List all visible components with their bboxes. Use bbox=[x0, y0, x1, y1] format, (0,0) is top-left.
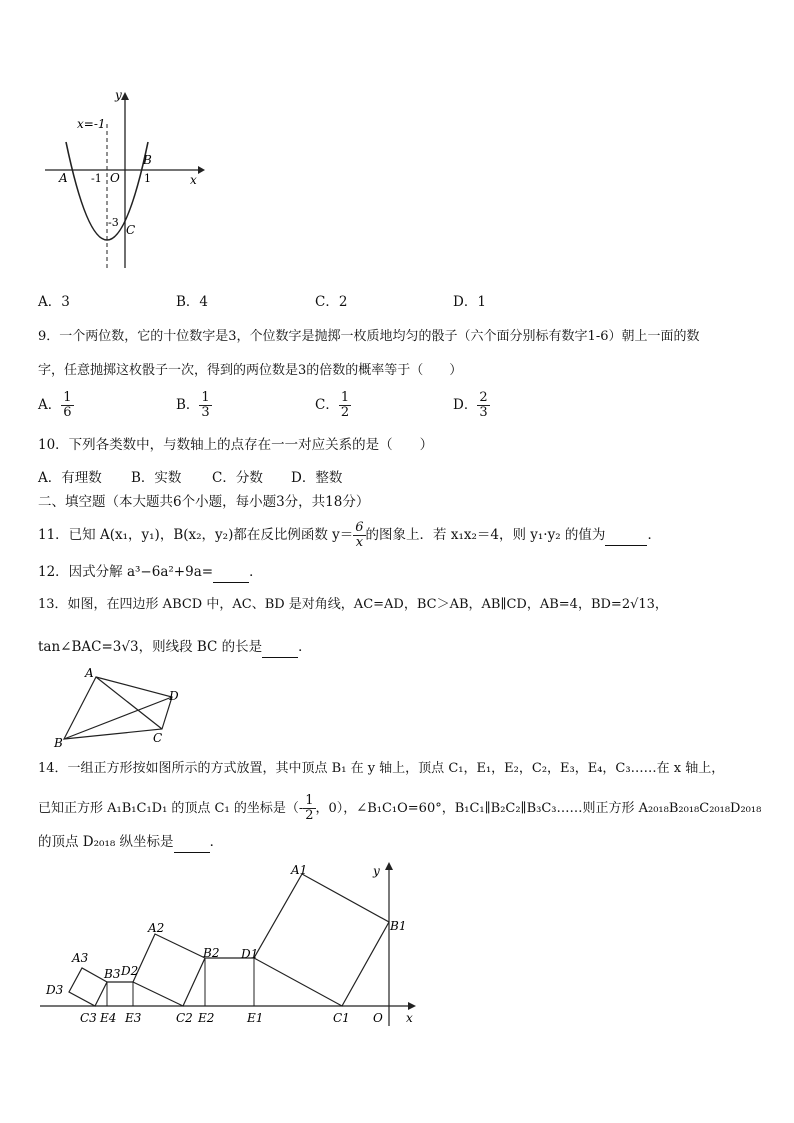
quad-label-d: D bbox=[169, 689, 179, 703]
point-a-label: A bbox=[59, 171, 68, 185]
label-a2: A2 bbox=[148, 921, 165, 935]
label-e4: E4 bbox=[100, 1011, 117, 1025]
label-b1: B1 bbox=[390, 919, 407, 933]
q10-option-b: B．实数 bbox=[131, 470, 182, 486]
q13-end: ． bbox=[298, 639, 312, 655]
y-axis-arrow bbox=[121, 92, 129, 100]
squares-figure bbox=[40, 858, 420, 1034]
parabola-graph bbox=[40, 88, 210, 273]
q14-line2b: ，0），∠B₁C₁O=60°，B₁C₁∥B₂C₂∥B₃C₃……则正方形 A₂₀₁₈B₂₀₁₈C₂₀₁₈D₂₀₁₈ bbox=[315, 801, 762, 816]
y-axis-arrow bbox=[385, 862, 393, 870]
label-e3: E3 bbox=[125, 1011, 142, 1025]
label-c1: C1 bbox=[333, 1011, 350, 1025]
label-c3: C3 bbox=[80, 1011, 97, 1025]
q8-option-d: D．1 bbox=[453, 294, 486, 310]
q9-option-b-den: 3 bbox=[201, 405, 210, 420]
label-y: y bbox=[373, 864, 380, 878]
label-d3: D3 bbox=[46, 983, 64, 997]
label-origin: O bbox=[373, 1011, 383, 1025]
q8-option-a: A．3 bbox=[38, 294, 70, 310]
x-axis-arrow bbox=[198, 166, 205, 174]
q9-option-b bbox=[176, 391, 212, 420]
quadrilateral-figure bbox=[52, 665, 184, 751]
q11-frac-num: 6 bbox=[355, 520, 364, 535]
quad-label-b: B bbox=[54, 736, 63, 750]
label-a3: A3 bbox=[72, 951, 89, 965]
q9-line1: 9．一个两位数，它的十位数字是3，个位数字是抛掷一枚质地均匀的骰子（六个面分别标有数字1-6）朝上一面的数 bbox=[38, 329, 700, 344]
origin-label: O bbox=[110, 171, 120, 185]
q9-option-c-fraction bbox=[339, 391, 351, 420]
q9-option-c-letter: C． bbox=[315, 397, 339, 413]
quad-outline bbox=[64, 677, 172, 739]
q9-option-a-num: 1 bbox=[63, 390, 72, 405]
y-label: y bbox=[115, 88, 122, 102]
q9-option-a bbox=[38, 391, 74, 420]
q9-option-c-num: 1 bbox=[340, 390, 350, 405]
square-3 bbox=[69, 968, 107, 1006]
q9-option-d-den: 3 bbox=[479, 405, 488, 420]
section-heading: 二、填空题（本大题共6个小题，每小题3分，共18分） bbox=[38, 494, 370, 510]
q8-option-c: C．2 bbox=[315, 294, 348, 310]
label-a1: A1 bbox=[291, 863, 308, 877]
label-c2: C2 bbox=[176, 1011, 193, 1025]
q9-option-b-num: 1 bbox=[201, 390, 210, 405]
q12-stem: 12．因式分解 a³−6a²+9a= bbox=[38, 564, 214, 580]
q10-option-a: A．有理数 bbox=[38, 470, 102, 486]
q11-frac-den: x bbox=[355, 535, 364, 550]
q9-option-c bbox=[315, 391, 351, 420]
q12-end: ． bbox=[249, 564, 263, 580]
q13-answer-blank[interactable] bbox=[262, 637, 298, 658]
q9-option-d bbox=[453, 391, 490, 420]
q9-option-d-fraction bbox=[477, 391, 489, 420]
q14-line2a: 已知正方形 A₁B₁C₁D₁ 的顶点 C₁ 的坐标是（- bbox=[38, 801, 304, 816]
q12-answer-blank[interactable] bbox=[213, 562, 249, 583]
q10-stem: 10．下列各类数中，与数轴上的点存在一一对应关系的是（ ） bbox=[38, 437, 434, 453]
q9-line2: 字，任意抛掷这枚骰子一次，得到的两位数是3的倍数的概率等于（ ） bbox=[38, 363, 463, 378]
axis-eq-label: x=-1 bbox=[77, 117, 106, 131]
q13-line1: 13．如图，在四边形 ABCD 中，AC、BD 是对角线，AC=AD，BC＞AB，AB∥CD，AB=4，BD=2√13， bbox=[38, 597, 668, 612]
q12-text bbox=[38, 562, 263, 583]
q14-end: ． bbox=[209, 834, 224, 850]
q14-line2 bbox=[38, 794, 761, 823]
q14-frac-num: 1 bbox=[305, 793, 314, 808]
q11-part1: 11．已知 A(x₁，y₁)，B(x₂，y₂)都在反比例函数 y＝ bbox=[38, 527, 354, 543]
quad-label-c: C bbox=[153, 731, 163, 745]
label-e1: E1 bbox=[247, 1011, 264, 1025]
label-e2: E2 bbox=[198, 1011, 215, 1025]
neg1-label: -1 bbox=[91, 172, 102, 185]
neg3-label: -3 bbox=[108, 216, 119, 229]
q10-option-d: D．整数 bbox=[291, 470, 343, 486]
q9-option-a-den: 6 bbox=[63, 405, 72, 420]
one-label: 1 bbox=[144, 172, 151, 185]
square-2 bbox=[133, 934, 205, 1006]
point-c-label: C bbox=[126, 223, 136, 237]
q11-part2: 的图象上．若 x₁x₂＝4，则 y₁·y₂ 的值为 bbox=[365, 527, 606, 543]
q9-option-c-den: 2 bbox=[340, 405, 350, 420]
q14-line3-text: 的顶点 D₂₀₁₈ 纵坐标是 bbox=[38, 834, 174, 850]
point-b-label: B bbox=[143, 153, 152, 167]
q9-option-b-letter: B． bbox=[176, 397, 200, 413]
q9-option-d-letter: D． bbox=[453, 397, 478, 413]
q11-fraction bbox=[353, 521, 365, 550]
q14-fraction bbox=[303, 794, 315, 823]
x-axis-arrow bbox=[408, 1002, 416, 1010]
q9-option-b-fraction bbox=[199, 391, 211, 420]
q14-line1: 14．一组正方形按如图所示的方式放置，其中顶点 B₁ 在 y 轴上，顶点 C₁，E₁，E₂，C₂，E₃，E₄，C₃……在 x 轴上， bbox=[38, 761, 725, 776]
label-x: x bbox=[406, 1011, 413, 1025]
label-b3: B3 bbox=[104, 967, 121, 981]
square-1 bbox=[254, 874, 389, 1006]
q13-line2 bbox=[38, 637, 312, 658]
label-d1: D1 bbox=[241, 947, 259, 961]
q14-answer-blank[interactable] bbox=[174, 832, 210, 853]
q8-option-b: B．4 bbox=[176, 294, 209, 310]
label-b2: B2 bbox=[203, 946, 220, 960]
q14-frac-den: 2 bbox=[305, 808, 314, 823]
q11-answer-blank[interactable] bbox=[605, 525, 647, 546]
q9-option-d-num: 2 bbox=[479, 390, 488, 405]
q9-option-a-letter: A． bbox=[38, 397, 62, 413]
x-label: x bbox=[190, 173, 197, 187]
q9-option-a-fraction bbox=[61, 391, 73, 420]
label-d2: D2 bbox=[121, 964, 139, 978]
q11-end: ． bbox=[647, 527, 661, 543]
quad-label-a: A bbox=[85, 666, 94, 680]
q11-text bbox=[38, 521, 661, 550]
diagonal-ac bbox=[96, 677, 162, 729]
q10-option-c: C．分数 bbox=[212, 470, 263, 486]
q13-line2-text: tan∠BAC=3√3，则线段 BC 的长是 bbox=[38, 639, 263, 655]
q14-line3 bbox=[38, 832, 223, 853]
